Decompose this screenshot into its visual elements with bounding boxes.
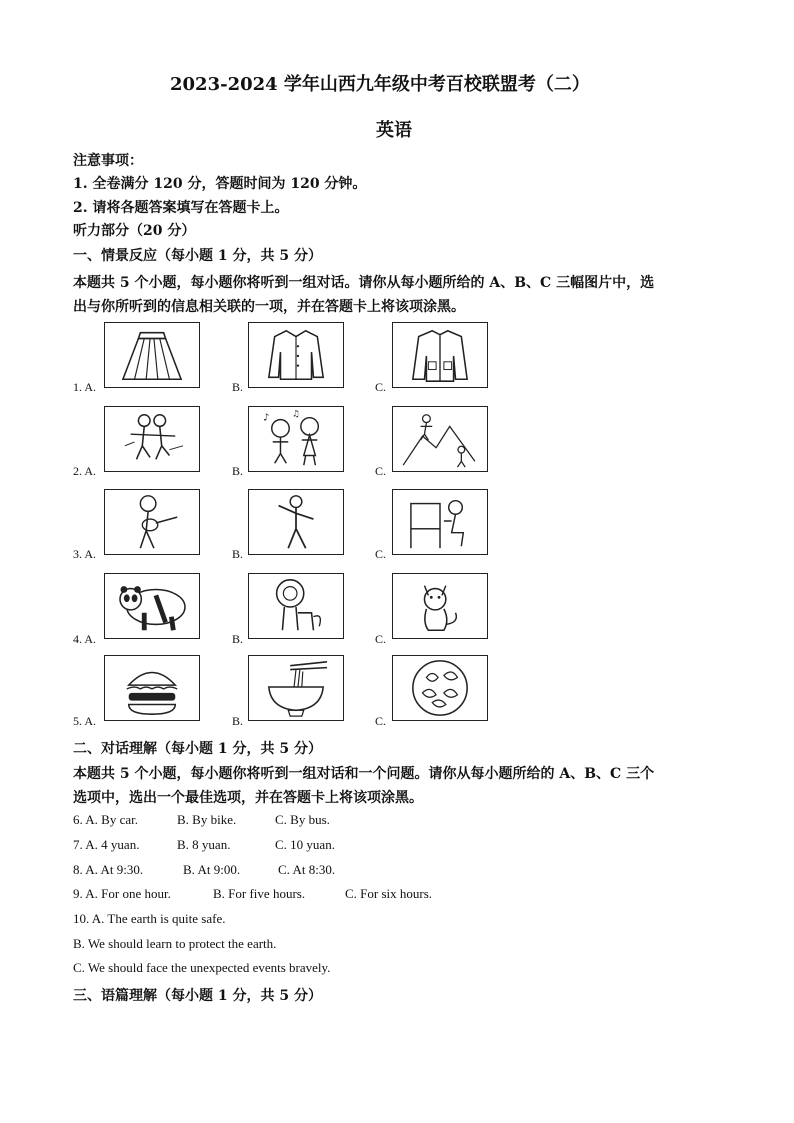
- part1-heading: 一、情景反应（每小题 1 分，共 5 分）: [73, 248, 322, 264]
- part3-heading: 三、语篇理解（每小题 1 分，共 5 分）: [73, 988, 322, 1004]
- q4-option-b-lion-image[interactable]: [248, 573, 344, 639]
- q2-label-b: B.: [232, 464, 244, 478]
- q10-option-c[interactable]: C. We should face the unexpected events bravely.: [73, 960, 331, 975]
- listening-heading: 听力部分（20 分）: [73, 223, 196, 239]
- q5-option-a-hamburger-image[interactable]: [104, 655, 200, 721]
- q1-label-a: 1. A.: [73, 380, 97, 394]
- page-title: 2023-2024 学年山西九年级中考百校联盟考（二）: [170, 74, 590, 95]
- q6-option-c[interactable]: C. By bus.: [275, 812, 330, 827]
- q3-option-b-taichi-image[interactable]: [248, 489, 344, 555]
- shirt-icon: [249, 323, 343, 387]
- q2-option-b-dancing-image[interactable]: [248, 406, 344, 472]
- q1-label-b: B.: [232, 380, 244, 394]
- q5-label-a: 5. A.: [73, 714, 97, 728]
- part1-instruction-line1: 本题共 5 个小题，每小题你将听到一组对话。请你从每小题所给的 A、B、C 三幅图片中，选: [73, 275, 655, 291]
- q4-label-a: 4. A.: [73, 632, 97, 646]
- q10-option-a[interactable]: 10. A. The earth is quite safe.: [73, 911, 226, 926]
- skating-icon: [105, 407, 199, 471]
- dumplings-icon: [393, 656, 487, 720]
- q1-option-a-skirt-image[interactable]: [104, 322, 200, 388]
- svg-text:♫: ♫: [292, 409, 300, 420]
- q2-label-c: C.: [375, 464, 387, 478]
- q2-label-a: 2. A.: [73, 464, 97, 478]
- q1-label-c: C.: [375, 380, 387, 394]
- q5-option-c-dumplings-image[interactable]: [392, 655, 488, 721]
- tai-chi-icon: [249, 490, 343, 554]
- skirt-icon: [105, 323, 199, 387]
- piano-girl-icon: [393, 490, 487, 554]
- guitar-boy-icon: [105, 490, 199, 554]
- noodles-icon: [249, 656, 343, 720]
- q6-option-b[interactable]: B. By bike.: [177, 812, 237, 827]
- q5-option-b-noodles-image[interactable]: [248, 655, 344, 721]
- panda-icon: [105, 574, 199, 638]
- notes-heading: 注意事项：: [73, 153, 143, 169]
- dancing-kids-icon: [249, 407, 343, 471]
- q7-option-a[interactable]: 7. A. 4 yuan.: [73, 837, 140, 852]
- q7-option-b[interactable]: B. 8 yuan.: [177, 837, 231, 852]
- hamburger-icon: [105, 656, 199, 720]
- part1-instruction-line2: 出与你所听到的信息相关联的一项，并在答题卡上将该项涂黑。: [73, 299, 465, 315]
- climbing-icon: [393, 407, 487, 471]
- q4-label-b: B.: [232, 632, 244, 646]
- q4-label-c: C.: [375, 632, 387, 646]
- q4-option-a-panda-image[interactable]: [104, 573, 200, 639]
- q4-option-c-cat-image[interactable]: [392, 573, 488, 639]
- q8-option-b[interactable]: B. At 9:00.: [183, 862, 241, 877]
- q9-option-a[interactable]: 9. A. For one hour.: [73, 886, 171, 901]
- svg-text:♪: ♪: [263, 412, 270, 424]
- cat-icon: [393, 574, 487, 638]
- q10-option-b[interactable]: B. We should learn to protect the earth.: [73, 936, 277, 951]
- q6-option-a[interactable]: 6. A. By car.: [73, 812, 138, 827]
- q1-option-b-shirt-image[interactable]: [248, 322, 344, 388]
- q9-option-c[interactable]: C. For six hours.: [345, 886, 433, 901]
- part2-heading: 二、对话理解（每小题 1 分，共 5 分）: [73, 741, 322, 757]
- notes-item-1: 1. 全卷满分 120 分，答题时间为 120 分钟。: [73, 176, 367, 192]
- q3-label-c: C.: [375, 547, 387, 561]
- q2-option-c-climbing-image[interactable]: [392, 406, 488, 472]
- q3-option-a-guitar-image[interactable]: [104, 489, 200, 555]
- notes-item-2: 2. 请将各题答案填写在答题卡上。: [73, 200, 289, 216]
- part2-instruction-line2: 选项中，选出一个最佳选项，并在答题卡上将该项涂黑。: [73, 790, 423, 806]
- jacket-icon: [393, 323, 487, 387]
- q8-option-a[interactable]: 8. A. At 9:30.: [73, 862, 144, 877]
- q2-option-a-skating-image[interactable]: [104, 406, 200, 472]
- q9-option-b[interactable]: B. For five hours.: [213, 886, 306, 901]
- q5-label-b: B.: [232, 714, 244, 728]
- lion-icon: [249, 574, 343, 638]
- subject-title: 英语: [376, 120, 412, 141]
- q3-label-a: 3. A.: [73, 547, 97, 561]
- part2-instruction-line1: 本题共 5 个小题，每小题你将听到一组对话和一个问题。请你从每小题所给的 A、B、C 三个: [73, 766, 655, 782]
- q7-option-c[interactable]: C. 10 yuan.: [275, 837, 335, 852]
- q3-label-b: B.: [232, 547, 244, 561]
- q1-option-c-jacket-image[interactable]: [392, 322, 488, 388]
- q5-label-c: C.: [375, 714, 387, 728]
- q8-option-c[interactable]: C. At 8:30.: [278, 862, 336, 877]
- q3-option-c-piano-image[interactable]: [392, 489, 488, 555]
